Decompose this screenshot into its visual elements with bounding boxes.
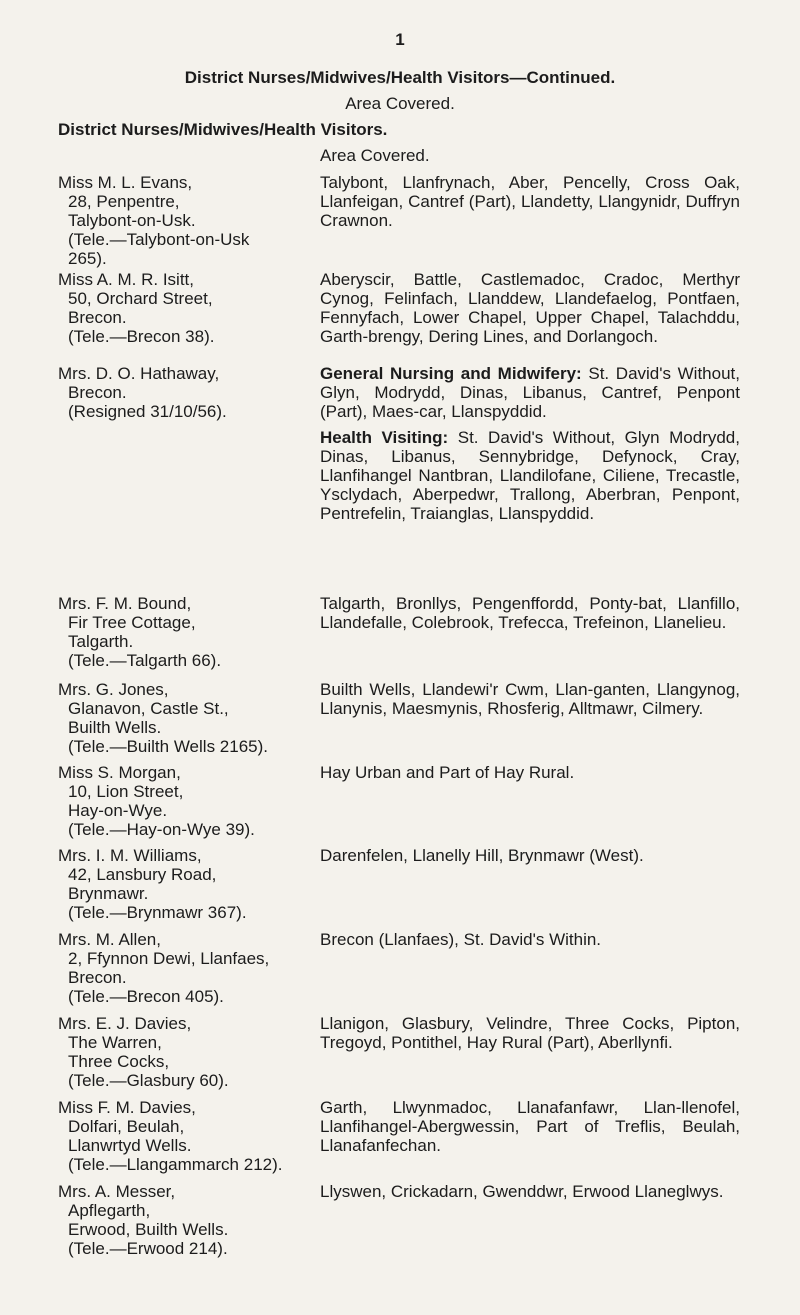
nurse-name: Miss S. Morgan,	[58, 763, 181, 782]
area-covered	[320, 364, 740, 530]
nurse-address	[58, 930, 358, 1006]
nurse-name: Mrs. F. M. Bound,	[58, 594, 192, 613]
address-line: Brecon.	[68, 308, 127, 327]
area-text: St. David's Without, Glyn Modrydd, Dinas, Libanus, Sennybridge, Defynock, Cray, Llanfihangel Nantbran, Llandilofane, Ciliene, Trecastle, Ysclydach, Aberpedwr, Trallong, Aberbran, Penpont, Pentrefelin, Traianglas, Llanspyddid.	[320, 428, 740, 523]
area-text: Llyswen, Crickadarn, Gwenddwr, Erwood Llaneglwys.	[320, 1182, 724, 1201]
address-line: Erwood, Builth Wells.	[68, 1220, 229, 1239]
area-covered	[320, 763, 740, 789]
area-text: Garth, Llwynmadoc, Llanafanfawr, Llan-llenofel, Llanfihangel-Abergwessin, Part of Treflis, Beulah, Llanafanfechan.	[320, 1098, 740, 1155]
general-nursing-label: General Nursing and Midwifery:	[320, 364, 582, 383]
address-line: The Warren,	[68, 1033, 162, 1052]
area-text: Brecon (Llanfaes), St. David's Within.	[320, 930, 602, 949]
address-line: Fir Tree Cottage,	[68, 613, 196, 632]
address-line: Talybont-on-Usk.	[68, 211, 196, 230]
address-line: Hay-on-Wye.	[68, 801, 168, 820]
nurse-address	[58, 594, 358, 670]
address-line: Brecon.	[68, 383, 127, 402]
address-line: (Tele.—Talybont-on-Usk	[68, 230, 250, 249]
address-line: (Tele.—Hay-on-Wye 39).	[68, 820, 255, 839]
area-covered	[320, 930, 740, 956]
area-text: Llanigon, Glasbury, Velindre, Three Cocks, Pipton, Tregoyd, Pontithel, Hay Rural (Part), Aberllynfi.	[320, 1014, 740, 1052]
address-line: 2, Ffynnon Dewi, Llanfaes,	[68, 949, 270, 968]
area-text: Talgarth, Bronllys, Pengenffordd, Ponty-bat, Llanfillo, Llandefalle, Colebrook, Trefecca, Trefeinon, Llanelieu.	[320, 594, 740, 632]
area-text: Aberyscir, Battle, Castlemadoc, Cradoc, Merthyr Cynog, Felinfach, Llanddew, Llandefaelog, Pontfaen, Fennyfach, Lower Chapel, Upper Chapel, Talachddu, Garth-brengy, Dering Lines, and Dorlangoch.	[320, 270, 740, 346]
nurse-address	[58, 364, 358, 421]
address-line: Glanavon, Castle St.,	[68, 699, 229, 718]
nurse-name: Miss M. L. Evans,	[58, 173, 193, 192]
nurse-name: Mrs. E. J. Davies,	[58, 1014, 192, 1033]
column-heading-nurses: District Nurses/Midwives/Health Visitors.	[58, 120, 388, 139]
area-text: Talybont, Llanfrynach, Aber, Pencelly, Cross Oak, Llanfeigan, Cantref (Part), Llandetty, Llangynidr, Duffryn Crawnon.	[320, 173, 740, 230]
address-line: (Tele.—Glasbury 60).	[68, 1071, 229, 1090]
nurse-name: Miss F. M. Davies,	[58, 1098, 196, 1117]
area-covered	[320, 1182, 740, 1208]
nurse-address	[58, 1014, 358, 1090]
area-covered	[320, 680, 740, 725]
nurse-name: Mrs. D. O. Hathaway,	[58, 364, 220, 383]
page-number: 1	[395, 30, 405, 49]
nurse-address	[58, 1182, 358, 1258]
address-line: Builth Wells.	[68, 718, 162, 737]
area-text: Darenfelen, Llanelly Hill, Brynmawr (West).	[320, 846, 644, 865]
address-line: 50, Orchard Street,	[68, 289, 213, 308]
nurse-address	[58, 270, 358, 346]
address-line: Dolfari, Beulah,	[68, 1117, 185, 1136]
address-line: Brynmawr.	[68, 884, 149, 903]
nurse-name: Mrs. G. Jones,	[58, 680, 169, 699]
address-line: (Resigned 31/10/56).	[68, 402, 227, 421]
nurse-address	[58, 1098, 358, 1174]
nurse-address	[58, 763, 358, 839]
area-general	[320, 364, 740, 421]
area-health	[320, 428, 740, 523]
area-text: Hay Urban and Part of Hay Rural.	[320, 763, 575, 782]
address-line: (Tele.—Talgarth 66).	[68, 651, 222, 670]
nurse-name: Mrs. A. Messer,	[58, 1182, 176, 1201]
address-line: 28, Penpentre,	[68, 192, 180, 211]
area-covered	[320, 594, 740, 639]
column-heading-area-covered: Area Covered.	[320, 146, 430, 165]
area-text: St. David's Without, Glyn, Modrydd, Dinas, Libanus, Cantref, Penpont (Part), Maes-car, Llanspyddid.	[320, 364, 740, 421]
address-line: (Tele.—Builth Wells 2165).	[68, 737, 268, 756]
area-covered	[320, 1098, 740, 1162]
address-line: Llanwrtyd Wells.	[68, 1136, 192, 1155]
address-line: (Tele.—Erwood 214).	[68, 1239, 228, 1258]
address-line: Three Cocks,	[68, 1052, 170, 1071]
nurse-name: Mrs. M. Allen,	[58, 930, 161, 949]
page-heading: District Nurses/Midwives/Health Visitors—Continued.	[184, 68, 616, 87]
nurse-address	[58, 173, 358, 268]
area-text: Builth Wells, Llandewi'r Cwm, Llan-ganten, Llangynog, Llanynis, Maesmynis, Rhosferig, Alltmawr, Cilmery.	[320, 680, 740, 718]
health-visiting-label: Health Visiting:	[320, 428, 449, 447]
nurse-address	[58, 680, 358, 756]
address-line: (Tele.—Brecon 405).	[68, 987, 224, 1006]
area-covered	[320, 270, 740, 353]
nurse-name: Miss A. M. R. Isitt,	[58, 270, 195, 289]
area-covered	[320, 173, 740, 237]
nurse-name: Mrs. I. M. Williams,	[58, 846, 202, 865]
address-line: (Tele.—Brecon 38).	[68, 327, 215, 346]
address-line: Talgarth.	[68, 632, 134, 651]
address-line: 42, Lansbury Road,	[68, 865, 217, 884]
address-line: 265).	[68, 249, 107, 268]
address-line: (Tele.—Llangammarch 212).	[68, 1155, 283, 1174]
column-heading-area: Area Covered.	[345, 94, 455, 113]
area-covered	[320, 1014, 740, 1059]
area-covered	[320, 846, 740, 872]
address-line: 10, Lion Street,	[68, 782, 184, 801]
address-line: (Tele.—Brynmawr 367).	[68, 903, 247, 922]
address-line: Brecon.	[68, 968, 127, 987]
address-line: Apflegarth,	[68, 1201, 151, 1220]
nurse-address	[58, 846, 358, 922]
